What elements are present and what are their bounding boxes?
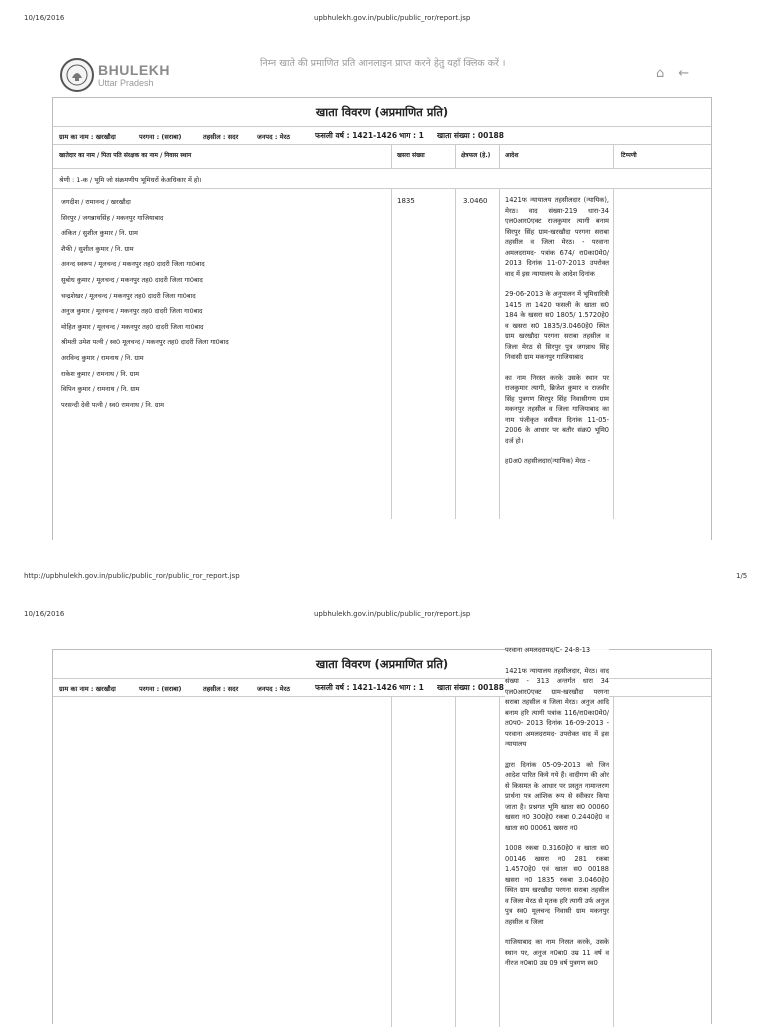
owner-entry: राकेश कुमार / रामनाथ / नि. ग्राम	[61, 369, 140, 378]
owner-entry: अरविन्द कुमार / रामनाथ / नि. ग्राम	[61, 353, 144, 362]
order-text	[505, 195, 609, 477]
owner-entry: अनुज कुमार / मूलचन्द / मकनपुर तह0 दादरी जिला गा0बाद	[61, 307, 203, 316]
home-icon[interactable]: ⌂	[656, 66, 665, 81]
owner-entry: जगदीश / रामानन्द / खरखौदा	[61, 198, 131, 206]
category-row: श्रेणी : 1-क / भूमि जो संक्रमणीय भूमिधरों केअधिकार में हो।	[53, 169, 711, 189]
order-paragraph: 1421फ न्यायालय तहसीलदार (न्यायिक), मेरठ। वाद संख्या-219 धारा-34 एल0आर0एक्ट राजकुमार त्यागी बनाम सिरपुर सिंह ग्राम-खरखौदा परगना सराबा तहसील व जिला मेरठ। - परवाना अमलदरामद- पत्रांक 674/ रा0का0मे0/ 2013 दिनांक 11-07-2013 उपरोक्त वाद में इस न्यायालय के आदेश दिनांक	[505, 196, 609, 278]
bhulekh-logo[interactable]	[60, 58, 170, 92]
order-paragraph: परवाना अमलदरामद/C- 24-8-13	[505, 646, 591, 654]
meta-row-2: ग्राम का नाम : खरखौदा परगना : (सराबा) तहसील : सदर जनपद : मेरठ फसली वर्ष : 1421-1426 भाग : 1 खाता संख्या : 00188	[53, 679, 711, 697]
owner-entry: अनन्द स्वरूप / मूलचन्द / मकनपुर तह0 दादरी जिला गा0बाद	[61, 260, 205, 269]
order-paragraph: 29-06-2013 के अनुपालन में भूमिधारित्री 1415 ता 1420 फसली के खाता स0 184 के खसरा स0 1805/ 1.5720हे0 व खसरा स0 1835/3.0460हे0 स्थित ग्राम खरखौदा परगना सराबा तहसील व जिला मेरठ से सिरपुर पुत्र जगन्नाथ सिंह निवासी ग्राम मकनपुर गाजियाबाद	[505, 290, 609, 361]
report-title-2: खाता विवरण (अप्रमाणित प्रति)	[53, 649, 711, 679]
report-sheet-2	[52, 646, 712, 1024]
owner-entry: मोहित कुमार / मूलचन्द / मकनपुर तह0 दादरी जिला गा0बाद	[61, 322, 204, 331]
footer-url: http://upbhulekh.gov.in/public/public_ror/public_ror_report.jsp	[24, 572, 240, 580]
report-title: खाता विवरण (अप्रमाणित प्रति)	[53, 97, 711, 127]
order-text-2	[505, 645, 609, 979]
order-paragraph: 1421फ न्यायालय तहसीलदार, मेरठ। वाद संख्या - 313 अन्तर्गत धारा 34 एल0आर0एक्ट ग्राम-खरखौदा परगना सराबा तहसील व जिला मेरठ। अनुज आदि बनाम हरि त्यागी पत्रांक 116/रा0का0मे0/ त0प0- 2013 दिनांक 16-09-2013 - परवाना अमलदरामद- उपरोक्त वाद में इस न्यायालय	[505, 666, 609, 748]
owner-entry: श्रीमती उमेश पत्नी / स्व0 मूलचन्द / मकनपुर तह0 दादरी जिला गा0बाद	[61, 338, 229, 347]
page-number: 1/5	[736, 572, 748, 580]
order-paragraph: 1008 रकबा 0.3160हे0 व खाता स0 00146 खसरा न0 281 रकबा 1.4570हे0 एवं खाता स0 00188 खसरा न0 1835 रकबा 3.0460हे0 स्थित ग्राम खरखौदा परगना सराबा तहसील व जिला मेरठ से मृतक हरि त्यागी उर्फ अनुज पुत्र स्व0 मूलचन्द निवासी ग्राम मकनपुर तहसील व जिला	[505, 844, 609, 926]
continuation-row	[53, 697, 711, 1027]
owner-entry: विपिन कुमार / रामनाथ / नि. ग्राम	[61, 385, 140, 394]
order-paragraph: ह0अ0 तहसीलदार(न्यायिक) मेरठ -	[505, 457, 591, 465]
order-paragraph: गाजियाबाद का नाम निरस्त करके, उसके स्थान पर, अनुज न0बा0 उम्र 11 वर्ष व नीरज न0बा0 उम्र 09 वर्ष पुत्रगण स्व0	[505, 938, 609, 967]
print-url: upbhulekh.gov.in/public/public_ror/report.jsp	[314, 14, 471, 22]
order-paragraph: का नाम निरस्त करके उसके स्थान पर राजकुमार त्यागी, ब्रिजेश कुमार व राजवीर सिंह पुत्रगण सिरपुर सिंह निवासीगण ग्राम मकनपुर तहसील व जिला गाजियाबाद का नाम पंजीकृत वसीयत दिनांक 11-05-2006 के आधार पर बतौर संक्र0 भूमि0 दर्ज हो।	[505, 373, 609, 445]
print-url-2: upbhulekh.gov.in/public/public_ror/report.jsp	[314, 610, 471, 618]
khasra-number: 1835	[397, 197, 415, 205]
owner-entry: चन्द्रशेखर / मूलचन्द / मकनपुर तह0 दादरी जिला गा0बाद	[61, 291, 196, 300]
print-date-2: 10/16/2016	[24, 610, 65, 618]
logo-title: BHULEKH	[98, 61, 170, 78]
owner-entry: परसन्दी देवी पत्नी / स्व0 रामनाथ / नि. ग्राम	[61, 400, 165, 409]
owner-list	[61, 195, 391, 413]
logo-subtitle: Uttar Pradesh	[98, 77, 154, 88]
owner-entry: सिरपुर / जगन्नाथसिंह / मकनपुर गाजियाबाद	[61, 213, 164, 222]
owner-row	[53, 189, 711, 519]
emblem-icon	[60, 58, 94, 92]
print-date: 10/16/2016	[24, 14, 65, 22]
table-header: खातेदार का नाम / पिता पति संरक्षक का नाम / निवास स्थान खसरा संख्या क्षेत्रफल (हे.) आदेश टिप्पणी	[53, 145, 711, 169]
owner-entry: अंकित / सुशील कुमार / नि. ग्राम	[61, 229, 138, 238]
meta-row: ग्राम का नाम : खरखौदा परगना : (सराबा) तहसील : सदर जनपद : मेरठ फसली वर्ष : 1421-1426 भाग : 1 खाता संख्या : 00188	[53, 127, 711, 145]
report-sheet-1	[52, 97, 712, 540]
area-value: 3.0460	[463, 197, 488, 205]
certified-copy-link[interactable]: निम्न खाते की प्रमाणित प्रति आनलाइन प्राप्त करने हेतु यहाँ क्लिक करें ।	[260, 58, 506, 69]
order-paragraph: द्वारा दिनांक 05-09-2013 को जिन आदेश पारित किये गये हैं। वादीगण की ओर से किसमत के आधार पर प्रस्तुत नामान्तरण प्रार्थना पत्र आंशिक रूप से स्वीकार किया जाता है। प्रश्नगत भूमि खाता स0 00060 खसरा न0 300हे0 रकबा 0.2440हे0 व खाता स0 00061 खसरा न0	[505, 760, 609, 832]
back-arrow-icon[interactable]: ←	[678, 66, 690, 81]
owner-entry: शैफी / सुशील कुमार / नि. ग्राम	[61, 244, 134, 253]
owner-entry: सुबोध कुमार / मूलचन्द / मकनपुर तह0 दादरी जिला गा0बाद	[61, 275, 203, 284]
